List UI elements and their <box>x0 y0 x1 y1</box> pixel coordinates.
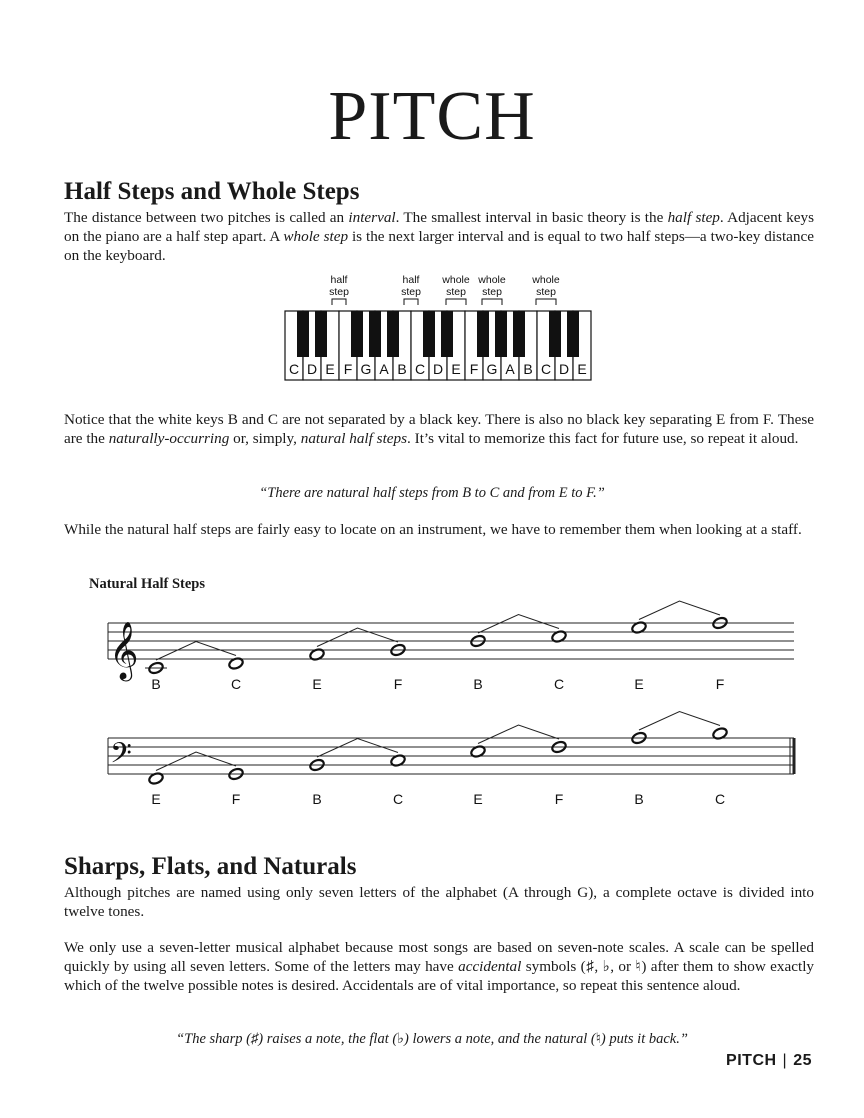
step-label-line2: step <box>401 286 421 298</box>
note-name-label: C <box>714 791 726 807</box>
white-key-label: G <box>360 361 372 377</box>
white-key-label: F <box>343 361 353 377</box>
half-step-bracket <box>317 739 398 758</box>
half-step-bracket <box>478 615 559 634</box>
note-name-label: B <box>634 791 644 807</box>
section-heading-sharps-flats-naturals: Sharps, Flats, and Naturals <box>64 853 357 880</box>
step-label-line1: half <box>402 274 420 286</box>
page-footer <box>726 1052 812 1070</box>
white-key-label: E <box>325 361 335 377</box>
bass-clef-icon: 𝄢 <box>110 737 132 777</box>
white-key-label: C <box>414 361 426 377</box>
white-key-label: E <box>451 361 461 377</box>
step-label-line2: step <box>482 286 502 298</box>
white-key-label: A <box>505 361 515 377</box>
note-name-label: E <box>634 676 644 692</box>
step-bracket <box>446 299 466 305</box>
note-name-label: E <box>151 791 161 807</box>
black-key <box>315 311 327 357</box>
white-key-label: D <box>432 361 444 377</box>
step-bracket <box>482 299 502 305</box>
note-name-label: E <box>312 676 322 692</box>
accidentals-paragraph: We only use a seven-letter musical alphabet because most songs are based on seven-note scales. A scale can be spelled quickly by using all seven letters. Some of the letters may have accidental symbols (♯, ♭, or ♮) after them to show exactly which of the twelve possible notes is desired. Accidentals are of vital importance, so repeat this sentence aloud. <box>64 939 815 994</box>
accidentals-quote: “The sharp (♯) raises a note, the flat (♭) lowers a note, and the natural (♮) puts it back.” <box>176 1031 688 1047</box>
note-name-label: B <box>312 791 322 807</box>
black-key <box>369 311 381 357</box>
white-key-label: A <box>379 361 389 377</box>
black-key <box>297 311 309 357</box>
white-key-label: F <box>469 361 479 377</box>
step-label-line2: step <box>536 286 556 298</box>
half-step-bracket <box>639 601 720 620</box>
half-steps-quote: “There are natural half steps from B to C and from E to F.” <box>259 485 605 501</box>
black-key <box>567 311 579 357</box>
white-key-label: B <box>397 361 407 377</box>
half-step-bracket <box>317 628 398 647</box>
step-bracket <box>536 299 556 305</box>
intro-paragraph: The distance between two pitches is called an interval. The smallest interval in basic theory is the half step. Adjacent keys on the piano are a half step apart. A whole step is the next larger interval and is equal to two half steps—a two-key distance on the keyboard. <box>64 209 814 264</box>
step-bracket <box>404 299 418 305</box>
white-key-label: E <box>577 361 587 377</box>
page-number: 25 <box>793 1052 812 1069</box>
treble-staff <box>108 601 794 692</box>
white-key-label: G <box>486 361 498 377</box>
black-key <box>495 311 507 357</box>
note-name-label: F <box>554 791 564 807</box>
footer-separator: | <box>782 1052 788 1069</box>
section-heading-half-whole-steps: Half Steps and Whole Steps <box>64 178 360 205</box>
black-key <box>513 311 525 357</box>
example-title: Natural Half Steps <box>89 576 205 592</box>
alphabet-paragraph: Although pitches are named using only seven letters of the alphabet (A through G), a complete octave is divided into twelve tones. <box>64 884 814 920</box>
black-key <box>441 311 453 357</box>
note-name-label: B <box>151 676 161 692</box>
white-key-label: B <box>523 361 533 377</box>
white-key-label: D <box>306 361 318 377</box>
natural-half-steps-paragraph: Notice that the white keys B and C are not separated by a black key. There is also no black key separating E from F. These are the naturally-occurring or, simply, natural half steps. It’s vital to memorize this fact for future use, so repeat it aloud. <box>64 411 814 447</box>
staff-intro-paragraph: While the natural half steps are fairly easy to locate on an instrument, we have to remember them when looking at a staff. <box>64 521 802 538</box>
natural-half-steps-staves <box>100 600 810 815</box>
half-step-bracket <box>478 725 559 744</box>
black-key <box>387 311 399 357</box>
black-key <box>549 311 561 357</box>
step-label-line1: whole <box>442 274 470 286</box>
page-title: PITCH <box>328 78 536 155</box>
note-name-label: C <box>230 676 242 692</box>
note-name-label: C <box>392 791 404 807</box>
note-name-label: C <box>553 676 565 692</box>
note-name-label: B <box>473 676 483 692</box>
piano-keyboard-diagram <box>280 268 600 388</box>
bass-staff <box>108 712 794 808</box>
note-name-label: F <box>231 791 241 807</box>
footer-section-name: PITCH <box>726 1052 777 1069</box>
white-key-label: D <box>558 361 570 377</box>
white-key-label: C <box>288 361 300 377</box>
half-step-bracket <box>156 642 236 661</box>
white-key-label: C <box>540 361 552 377</box>
note-name-label: F <box>393 676 403 692</box>
step-label-line1: half <box>330 274 348 286</box>
step-label-line1: whole <box>532 274 560 286</box>
note-name-label: E <box>473 791 483 807</box>
black-key <box>423 311 435 357</box>
step-label-line1: whole <box>478 274 506 286</box>
half-step-bracket <box>156 752 236 771</box>
black-key <box>477 311 489 357</box>
black-key <box>351 311 363 357</box>
step-label-line2: step <box>329 286 349 298</box>
step-bracket <box>332 299 346 305</box>
step-label-line2: step <box>446 286 466 298</box>
note-name-label: F <box>715 676 725 692</box>
half-step-bracket <box>639 712 720 731</box>
treble-clef-icon: 𝄞 <box>109 621 139 679</box>
